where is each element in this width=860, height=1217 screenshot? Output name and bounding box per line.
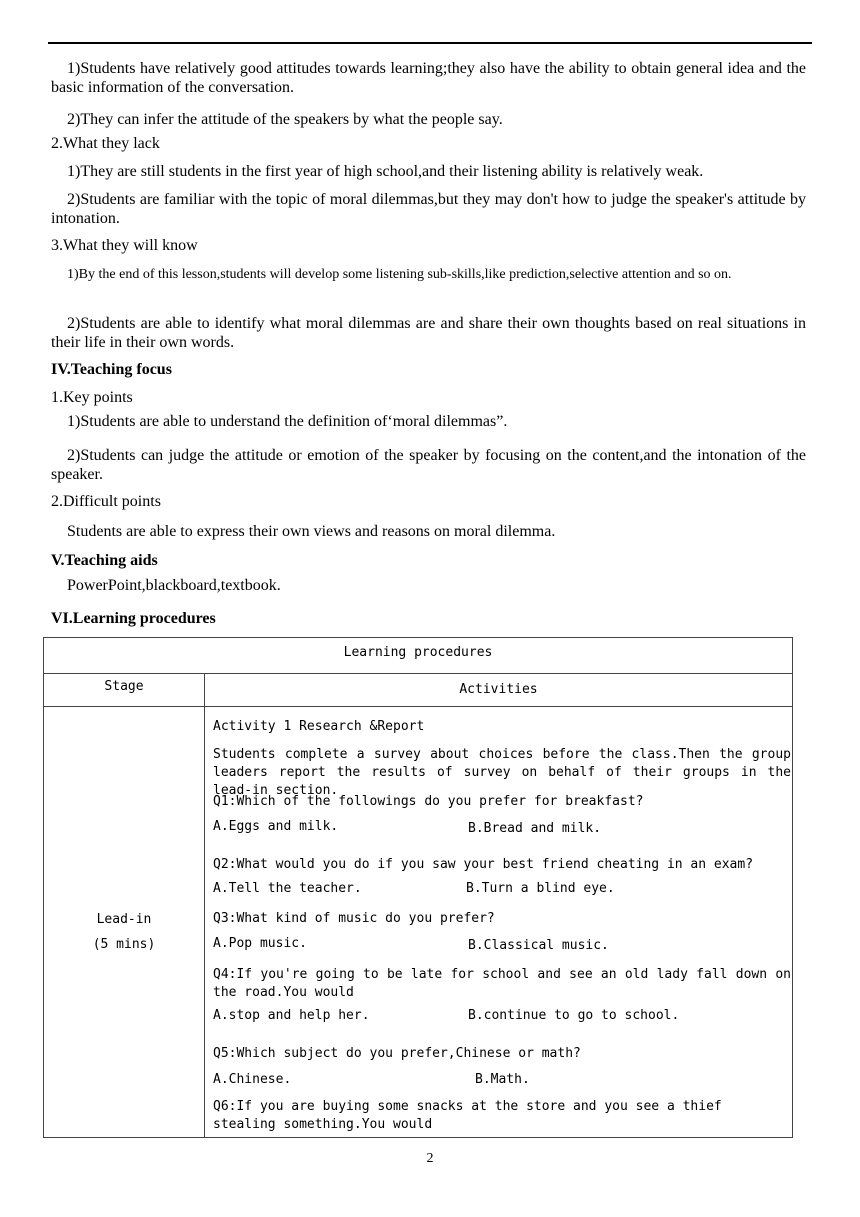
know-paragraph-1: 1)By the end of this lesson,students will develop some listening sub-skills,like prediction,selective attention and so on. <box>67 267 732 282</box>
activity-title: Activity 1 Research &Report <box>213 719 425 734</box>
q2-option-a: A.Tell the teacher. <box>213 881 362 896</box>
q4-option-a: A.stop and help her. <box>213 1008 370 1023</box>
section-heading-know: 3.What they will know <box>51 237 198 254</box>
table-title: Learning procedures <box>44 638 793 674</box>
intro-paragraph-1: 1)Students have relatively good attitudes towards learning;they also have the ability to obtain general idea and the basic information of the conversation. <box>51 60 806 96</box>
teaching-aids-text: PowerPoint,blackboard,textbook. <box>67 577 281 594</box>
key-point-2: 2)Students can judge the attitude or emotion of the speaker by focusing on the content,and the intonation of the speaker. <box>51 447 806 483</box>
section-heading-lack: 2.What they lack <box>51 135 160 152</box>
q3-option-b: B.Classical music. <box>468 938 609 953</box>
difficult-point-1: Students are able to express their own views and reasons on moral dilemma. <box>67 523 556 540</box>
q3-option-a: A.Pop music. <box>213 936 307 951</box>
activity-description: Students complete a survey about choices before the class.Then the group leaders report the results of survey on behalf of their groups in the lead-in section. <box>213 747 791 798</box>
question-q6: Q6:If you are buying some snacks at the store and you see a thief stealing something.You would <box>213 1099 722 1132</box>
page-number: 2 <box>426 1151 434 1166</box>
q2-option-b: B.Turn a blind eye. <box>466 881 615 896</box>
procedures-table <box>43 637 793 1138</box>
stage-cell-lead-in <box>44 707 205 1138</box>
lack-paragraph-2: 2)Students are familiar with the topic of moral dilemmas,but they may don't how to judge the speaker's attitude by intonation. <box>51 191 806 227</box>
key-point-1: 1)Students are able to understand the definition of‘moral dilemmas”. <box>67 413 508 430</box>
q5-option-a: A.Chinese. <box>213 1072 292 1087</box>
q5-option-b: B.Math. <box>475 1072 530 1087</box>
question-q2: Q2:What would you do if you saw your best friend cheating in an exam? <box>213 857 754 872</box>
subheading-difficult-points: 2.Difficult points <box>51 493 161 510</box>
intro-paragraph-2: 2)They can infer the attitude of the speakers by what the people say. <box>67 111 503 128</box>
q1-option-a: A.Eggs and milk. <box>213 819 339 834</box>
q4-option-b: B.continue to go to school. <box>468 1008 680 1023</box>
know-paragraph-2: 2)Students are able to identify what moral dilemmas are and share their own thoughts based on real situations in their life in their own words. <box>51 315 806 351</box>
heading-learning-procedures: VI.Learning procedures <box>51 610 216 627</box>
activities-cell <box>205 707 793 1138</box>
heading-teaching-focus: IV.Teaching focus <box>51 361 172 378</box>
question-q1: Q1:Which of the followings do you prefer for breakfast? <box>213 794 644 809</box>
subheading-key-points: 1.Key points <box>51 389 133 406</box>
header-rule <box>48 42 812 44</box>
lack-paragraph-1: 1)They are still students in the first year of high school,and their listening ability is relatively weak. <box>67 163 704 180</box>
question-q4: Q4:If you're going to be late for school and see an old lady fall down on the road.You would <box>213 967 791 1000</box>
question-q5: Q5:Which subject do you prefer,Chinese or math? <box>213 1046 581 1061</box>
stage-time: (5 mins) <box>92 937 156 952</box>
heading-teaching-aids: V.Teaching aids <box>51 552 158 569</box>
column-header-activities: Activities <box>205 674 793 707</box>
column-header-stage: Stage <box>44 674 205 707</box>
q1-option-b: B.Bread and milk. <box>468 821 602 836</box>
stage-name: Lead-in <box>96 912 152 927</box>
question-q3: Q3:What kind of music do you prefer? <box>213 911 495 926</box>
